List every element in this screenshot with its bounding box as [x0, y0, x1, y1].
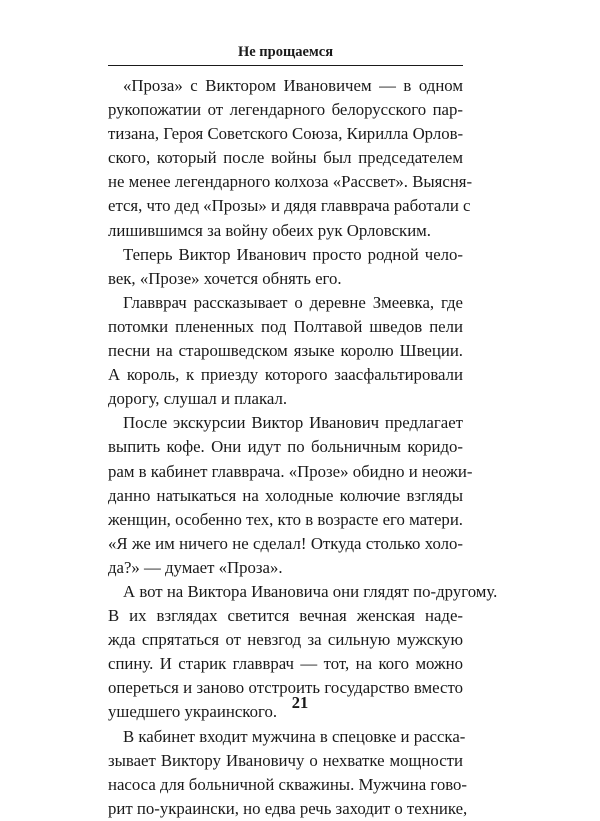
text-line: дорогу, слушал и плакал. [108, 389, 288, 409]
text-line: да?» — думает «Проза». [108, 557, 283, 577]
text-line: жда спрятаться от невзгод за сильную мужскую [108, 630, 463, 650]
text-line: не менее легендарного колхоза «Рассвет». Выясня- [108, 172, 473, 192]
text-line: После экскурсии Виктор Иванович предлагает [123, 413, 463, 433]
text-line: рукопожатии от легендарного белорусского пар- [108, 100, 463, 120]
text-line: тизана, Героя Советского Союза, Кирилла Орлов- [108, 124, 464, 144]
text-line: В кабинет входит мужчина в спецовке и расска- [123, 726, 466, 746]
page-number: 21 [291, 693, 309, 712]
text-line: ушедшего украинского. [108, 702, 278, 722]
text-line: зывает Виктору Ивановичу о нехватке мощности [108, 750, 463, 770]
text-line: данно натыкаться на холодные колючие взгляды [108, 485, 463, 505]
text-line: насоса для больничной скважины. Мужчина гово- [108, 774, 468, 794]
text-line: Теперь Виктор Иванович просто родной чело- [123, 244, 463, 264]
text-line: выпить кофе. Они идут по больничным коридо- [108, 437, 463, 457]
header-rule [108, 65, 463, 66]
text-line: лишившимся за войну обеих рук Орловским. [108, 220, 431, 240]
running-head: Не прощаемся [237, 44, 334, 60]
text-line: век, «Прозе» хочется обнять его. [108, 268, 342, 288]
text-line: А король, к приезду которого заасфальтировали [108, 365, 463, 385]
text-line: женщин, особенно тех, кто в возрасте его матери. [108, 509, 463, 529]
text-line: ется, что дед «Прозы» и дядя главврача работали с [108, 196, 471, 216]
paragraph [108, 291, 463, 411]
text-line: ского, который после войны был председателем [108, 148, 463, 168]
text-line: рам в кабинет главврача. «Прозе» обидно и неожи- [108, 461, 473, 481]
text-line: А вот на Виктора Ивановича они глядят по-другому. [123, 581, 498, 601]
text-line: «Проза» с Виктором Ивановичем — в одном [123, 76, 463, 95]
text-line: «Я же им ничего не сделал! Откуда столько холо- [108, 533, 463, 553]
text-line: опереться и заново отстроить государство вместо [108, 678, 463, 698]
paragraph [108, 411, 473, 580]
text-line: спину. И старик главврач — тот, на кого можно [108, 654, 463, 674]
text-line: В их взглядах светится вечная женская наде- [108, 606, 463, 626]
paragraph [108, 725, 468, 821]
paragraph [108, 74, 473, 243]
text-line: песни на старошведском языке королю Швеции. [108, 341, 463, 361]
paragraph [108, 243, 463, 291]
text-line: потомки плененных под Полтавой шведов пели [108, 316, 463, 336]
text-line: рит по-украински, но едва речь заходит о технике, [108, 798, 468, 818]
text-line: Главврач рассказывает о деревне Змеевка, где [123, 292, 463, 312]
